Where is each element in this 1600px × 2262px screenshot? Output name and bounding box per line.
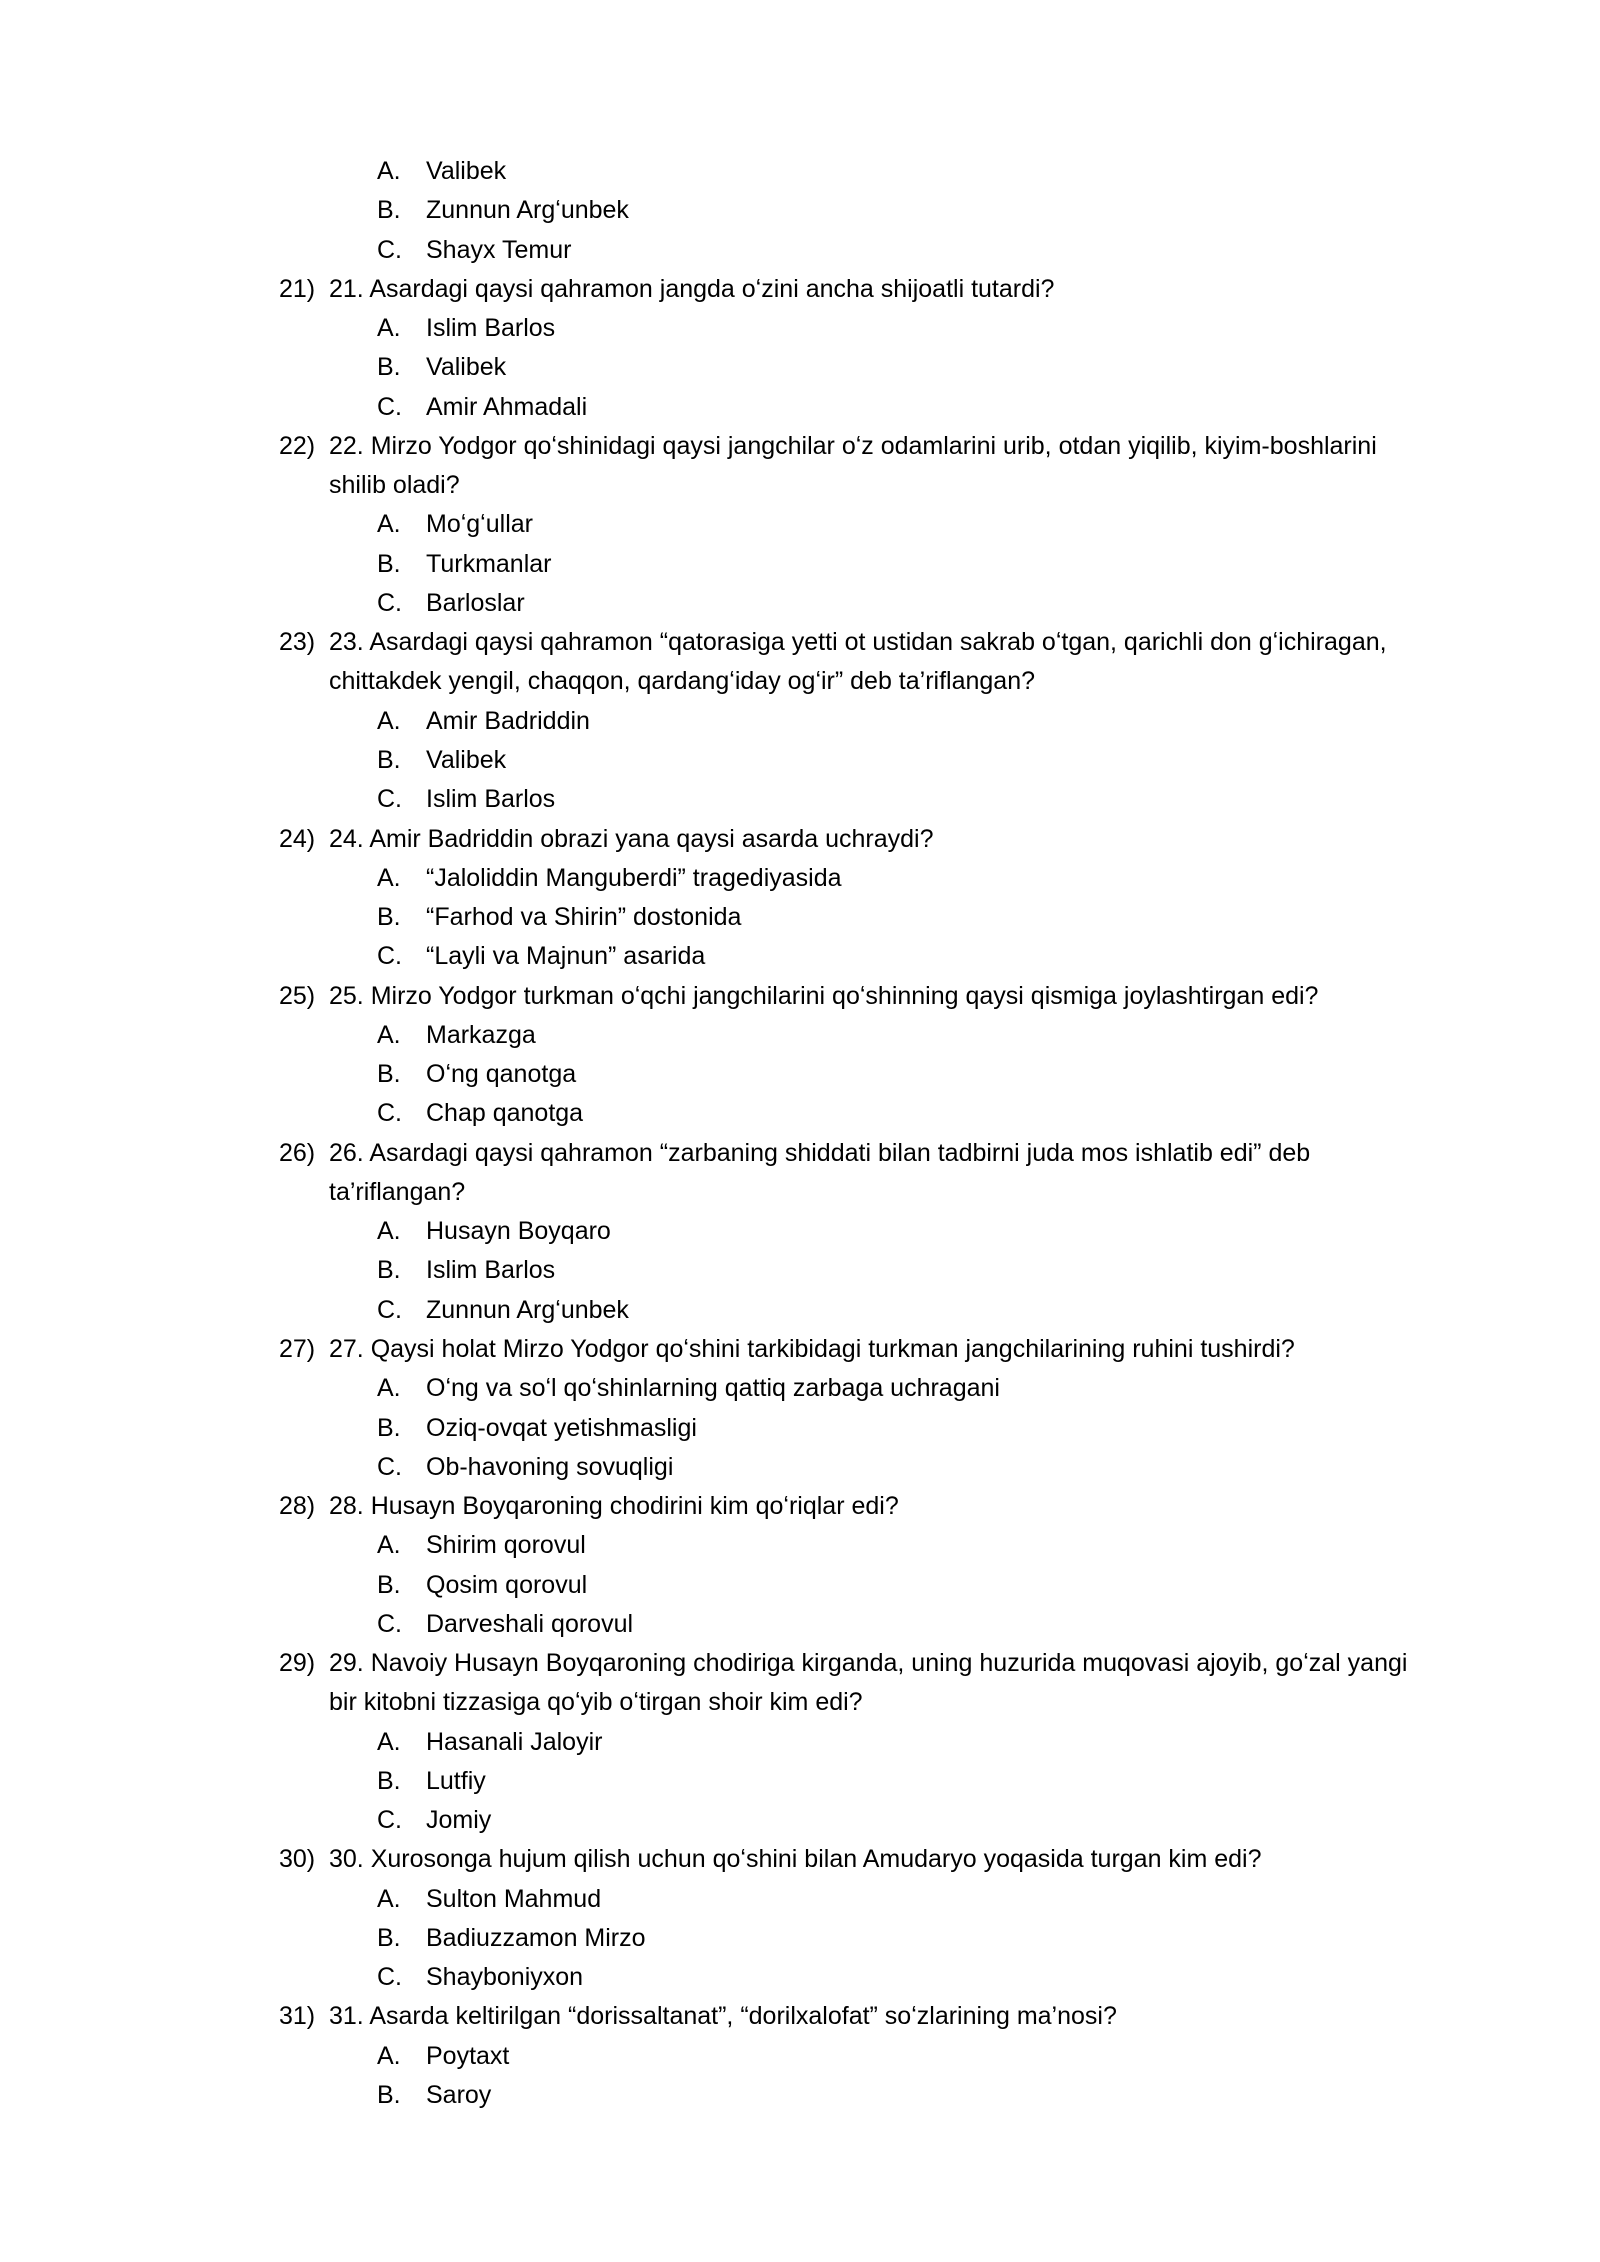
question-number: 26)	[279, 1138, 316, 1167]
option-text: Barloslar	[426, 588, 525, 617]
option-a	[0, 1016, 1600, 1055]
option-c	[0, 937, 1600, 976]
question-line	[0, 1644, 1600, 1683]
option-b	[0, 1409, 1600, 1448]
option-text: Valibek	[426, 157, 507, 185]
option-letter: C.	[377, 392, 402, 421]
option-a	[0, 1369, 1600, 1408]
option-text: Qosim qorovul	[426, 1570, 588, 1599]
option-c	[0, 584, 1600, 623]
option-letter: C.	[377, 235, 402, 264]
option-text: Islim Barlos	[426, 785, 556, 814]
option-a	[0, 859, 1600, 898]
question-text-continued: chittakdek yengil, chaqqon, qardangʻiday ogʻir” deb ta’riflangan?	[329, 667, 1036, 696]
option-a	[0, 2037, 1600, 2076]
option-text: Hasanali Jaloyir	[426, 1727, 603, 1756]
question-list	[0, 152, 1600, 2115]
question-text: 21. Asardagi qaysi qahramon jangda oʻzini ancha shijoatli tutardi?	[329, 274, 1055, 303]
question-text: 28. Husayn Boyqaroning chodirini kim qoʻriqlar edi?	[329, 1492, 899, 1521]
question-number: 30)	[279, 1845, 316, 1874]
question-text: 22. Mirzo Yodgor qoʻshinidagi qaysi jangchilar oʻz odamlarini urib, otdan yiqilib, kiyim-boshlarini	[329, 431, 1377, 460]
question-line	[0, 1330, 1600, 1369]
question-line-continued	[0, 662, 1600, 701]
option-letter: A.	[377, 1020, 401, 1049]
option-text: Badiuzzamon Mirzo	[426, 1923, 646, 1952]
option-c	[0, 1094, 1600, 1133]
option-c	[0, 1448, 1600, 1487]
option-a	[0, 1212, 1600, 1251]
option-letter: B.	[377, 196, 401, 225]
option-text: Zunnun Argʻunbek	[426, 196, 629, 225]
option-letter: B.	[377, 903, 401, 932]
question-number: 25)	[279, 981, 316, 1010]
option-text: Shirim qorovul	[426, 1531, 586, 1560]
question-number: 23)	[279, 628, 316, 657]
option-letter: C.	[377, 1295, 402, 1324]
question-line	[0, 1134, 1600, 1173]
option-text: Darveshali qorovul	[426, 1609, 634, 1638]
option-c	[0, 780, 1600, 819]
option-text: “Layli va Majnun” asarida	[426, 942, 706, 971]
option-letter: A.	[377, 510, 401, 539]
option-a	[0, 1723, 1600, 1762]
option-letter: B.	[377, 1766, 401, 1795]
option-b	[0, 1919, 1600, 1958]
question-27	[0, 1330, 1600, 1487]
option-b	[0, 348, 1600, 387]
option-letter: B.	[377, 1570, 401, 1599]
option-b	[0, 545, 1600, 584]
option-letter: A.	[377, 314, 401, 343]
option-letter: C.	[377, 1452, 402, 1481]
question-25	[0, 977, 1600, 1134]
option-text: Markazga	[426, 1020, 536, 1049]
question-number: 21)	[279, 274, 316, 303]
option-b	[0, 191, 1600, 230]
option-a	[0, 702, 1600, 741]
option-letter: A.	[377, 1374, 401, 1403]
option-letter: B.	[377, 1413, 401, 1442]
option-letter: A.	[377, 2041, 401, 2070]
question-number: 22)	[279, 431, 316, 460]
option-text: Shayboniyxon	[426, 1963, 584, 1992]
option-letter: A.	[377, 157, 401, 185]
option-text: “Farhod va Shirin” dostonida	[426, 903, 742, 932]
question-line	[0, 623, 1600, 662]
question-text: 27. Qaysi holat Mirzo Yodgor qoʻshini tarkibidagi turkman jangchilarining ruhini tushirdi?	[329, 1334, 1295, 1363]
question-text: 25. Mirzo Yodgor turkman oʻqchi jangchilarini qoʻshinning qaysi qismiga joylashtirgan edi?	[329, 981, 1319, 1010]
question-number: 27)	[279, 1334, 316, 1363]
option-b	[0, 898, 1600, 937]
option-text: Islim Barlos	[426, 1256, 556, 1285]
option-text: Oʻng qanotga	[426, 1060, 577, 1089]
question-text: 31. Asarda keltirilgan “dorissaltanat”, “dorilxalofat” soʻzlarining ma’nosi?	[329, 2002, 1117, 2031]
question-22	[0, 427, 1600, 623]
option-text: Turkmanlar	[426, 549, 552, 578]
question-text: 29. Navoiy Husayn Boyqaroning chodiriga kirganda, uning huzurida muqovasi ajoyib, goʻzal yangi	[329, 1649, 1408, 1678]
question-line-continued	[0, 1683, 1600, 1722]
option-b	[0, 1055, 1600, 1094]
question-text: 30. Xurosonga hujum qilish uchun qoʻshini bilan Amudaryo yoqasida turgan kim edi?	[329, 1845, 1262, 1874]
question-31	[0, 1997, 1600, 2115]
option-text: Poytaxt	[426, 2041, 510, 2070]
option-letter: A.	[377, 1727, 401, 1756]
option-letter: C.	[377, 588, 402, 617]
question-number: 28)	[279, 1492, 316, 1521]
question-line	[0, 270, 1600, 309]
option-letter: B.	[377, 549, 401, 578]
question-line	[0, 820, 1600, 859]
option-text: Moʻgʻullar	[426, 510, 533, 539]
option-c	[0, 231, 1600, 270]
option-letter: A.	[377, 1217, 401, 1246]
option-letter: A.	[377, 863, 401, 892]
option-letter: B.	[377, 353, 401, 382]
option-letter: C.	[377, 785, 402, 814]
option-text: Amir Ahmadali	[426, 392, 588, 421]
question-number: 24)	[279, 824, 316, 853]
option-text: Amir Badriddin	[426, 706, 590, 735]
option-c	[0, 1291, 1600, 1330]
option-text: Jomiy	[426, 1806, 492, 1835]
option-letter: A.	[377, 1884, 401, 1913]
question-26	[0, 1134, 1600, 1330]
option-b	[0, 1762, 1600, 1801]
option-b	[0, 741, 1600, 780]
option-c	[0, 1801, 1600, 1840]
question-23	[0, 623, 1600, 819]
question-text: 23. Asardagi qaysi qahramon “qatorasiga yetti ot ustidan sakrab oʻtgan, qarichli don gʻichiragan,	[329, 628, 1387, 657]
option-letter: A.	[377, 1531, 401, 1560]
option-text: Chap qanotga	[426, 1099, 584, 1128]
option-letter: C.	[377, 942, 402, 971]
question-line	[0, 1487, 1600, 1526]
option-a	[0, 152, 1600, 191]
option-c	[0, 1605, 1600, 1644]
option-text: Saroy	[426, 2081, 492, 2110]
question-text: 24. Amir Badriddin obrazi yana qaysi asarda uchraydi?	[329, 824, 934, 853]
question-text: 26. Asardagi qaysi qahramon “zarbaning shiddati bilan tadbirni juda mos ishlatib edi” deb	[329, 1138, 1311, 1167]
question-line	[0, 427, 1600, 466]
option-letter: B.	[377, 745, 401, 774]
option-text: Oʻng va soʻl qoʻshinlarning qattiq zarbaga uchragani	[426, 1374, 1000, 1403]
question-line-continued	[0, 1173, 1600, 1212]
question-number: 31)	[279, 2002, 316, 2031]
option-text: Zunnun Argʻunbek	[426, 1295, 629, 1324]
question-30	[0, 1840, 1600, 1997]
question-28	[0, 1487, 1600, 1644]
option-letter: C.	[377, 1099, 402, 1128]
option-text: “Jaloliddin Manguberdi” tragediyasida	[426, 863, 842, 892]
option-b	[0, 2076, 1600, 2115]
option-letter: A.	[377, 706, 401, 735]
option-b	[0, 1566, 1600, 1605]
option-letter: C.	[377, 1963, 402, 1992]
option-text: Sulton Mahmud	[426, 1884, 602, 1913]
question-24	[0, 820, 1600, 977]
question-text-continued: shilib oladi?	[329, 471, 460, 500]
option-b	[0, 1251, 1600, 1290]
option-text: Valibek	[426, 353, 507, 382]
option-text: Lutfiy	[426, 1766, 486, 1795]
option-text: Valibek	[426, 745, 507, 774]
option-letter: B.	[377, 1060, 401, 1089]
question-line	[0, 1840, 1600, 1879]
question-21	[0, 270, 1600, 427]
question-line-continued	[0, 466, 1600, 505]
question-text-continued: bir kitobni tizzasiga qoʻyib oʻtirgan shoir kim edi?	[329, 1688, 863, 1717]
option-a	[0, 1526, 1600, 1565]
question-line	[0, 1997, 1600, 2036]
option-a	[0, 1880, 1600, 1919]
option-a	[0, 505, 1600, 544]
option-letter: B.	[377, 2081, 401, 2110]
option-text: Husayn Boyqaro	[426, 1217, 611, 1246]
option-c	[0, 1958, 1600, 1997]
question-line	[0, 977, 1600, 1016]
option-text: Islim Barlos	[426, 314, 556, 343]
option-text: Shayx Temur	[426, 235, 572, 264]
option-letter: C.	[377, 1806, 402, 1835]
option-text: Oziq-ovqat yetishmasligi	[426, 1413, 697, 1442]
question-29	[0, 1644, 1600, 1840]
option-letter: B.	[377, 1256, 401, 1285]
question-number: 29)	[279, 1649, 316, 1678]
question-text-continued: ta’riflangan?	[329, 1177, 466, 1206]
option-a	[0, 309, 1600, 348]
option-c	[0, 388, 1600, 427]
option-letter: B.	[377, 1923, 401, 1952]
option-letter: C.	[377, 1609, 402, 1638]
option-text: Ob-havoning sovuqligi	[426, 1452, 674, 1481]
